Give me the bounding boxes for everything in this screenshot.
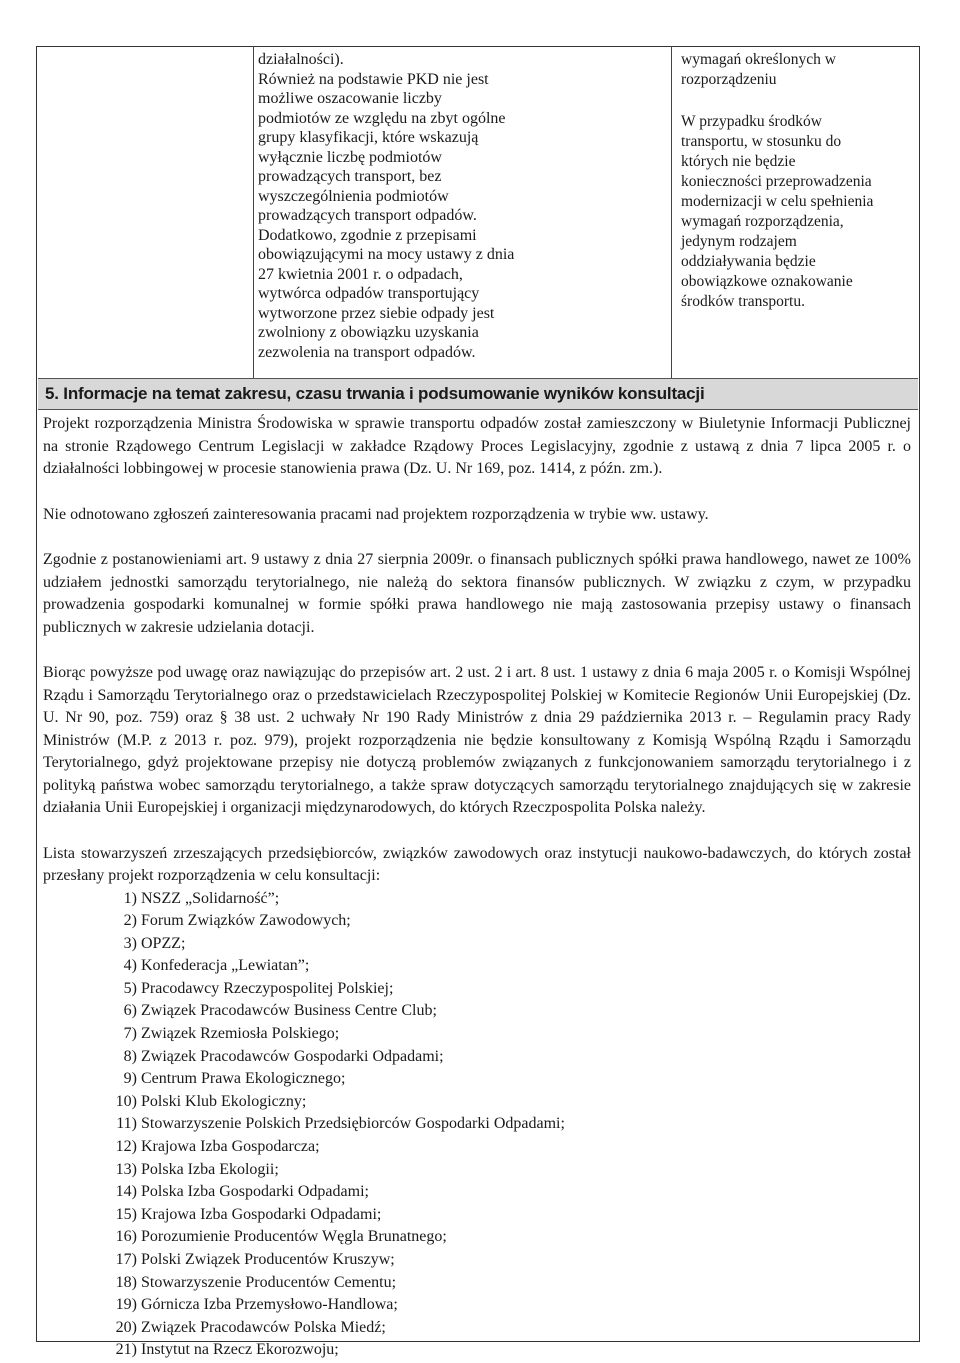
- cell-text-line: Również na podstawie PKD nie jest: [258, 70, 489, 88]
- cell-text-line: rozporządzeniu: [681, 71, 777, 88]
- cell-text-line: prowadzących transport odpadów.: [258, 207, 477, 224]
- list-item: [43, 910, 911, 933]
- cell-text-line: wyszczególnienia podmiotów: [258, 187, 449, 205]
- list-item: [43, 1249, 911, 1272]
- list-item-number: 18): [115, 1273, 137, 1291]
- list-item: [43, 1091, 911, 1114]
- list-item-number: 10): [115, 1092, 137, 1110]
- list-item-number: 4): [123, 957, 137, 975]
- list-item-number: 15): [115, 1205, 137, 1223]
- paragraph-public-finance: Zgodnie z postanowieniami art. 9 ustawy z dnia 27 sierpnia 2009r. o finansach publicznych spółki prawa handlowego, nawet ze 100% udziałem jednostki samorządu terytorialnego, nie należą do sektora finansów publicznych. W związku z czym, w przypadku prowadzenia gospodarki komunalnej w formie spółki prawa handlowego nie mają zastosowania przepisy ustawy o finansach publicznych w zakresie udzielania dotacji.: [43, 551, 911, 636]
- list-item: [43, 1204, 911, 1227]
- list-item: [43, 1226, 911, 1249]
- cell-text-line: konieczności przeprowadzenia: [681, 173, 872, 190]
- cell-text-line: grupy klasyfikacji, które wskazują: [258, 129, 479, 146]
- cell-text-line: jedynym rodzajem: [681, 233, 797, 250]
- list-item-number: 16): [115, 1228, 137, 1246]
- list-item: [43, 1159, 911, 1182]
- list-item-text: Krajowa Izba Gospodarki Odpadami;: [141, 1205, 382, 1223]
- list-item-number: 6): [123, 1002, 137, 1020]
- list-item: [43, 955, 911, 978]
- list-item-text: Pracodawcy Rzeczypospolitej Polskiej;: [141, 979, 394, 997]
- list-item-text: Polska Izba Ekologii;: [141, 1160, 279, 1178]
- paragraph-list-intro: Lista stowarzyszeń zrzeszających przedsiębiorców, związków zawodowych oraz instytucji naukowo-badawczych, do których został przesłany projekt rozporządzenia w celu konsultacji:: [43, 844, 911, 884]
- cell-text-line: W przypadku środków: [681, 113, 822, 130]
- list-item-text: Porozumienie Producentów Węgla Brunatnego;: [141, 1228, 447, 1246]
- cell-text-line: transportu, w stosunku do: [681, 133, 842, 150]
- list-item: [43, 1317, 911, 1340]
- table-divider-left: [253, 46, 254, 379]
- list-item-text: Krajowa Izba Gospodarcza;: [141, 1138, 320, 1156]
- list-item-text: Polska Izba Gospodarki Odpadami;: [141, 1183, 369, 1201]
- list-item-text: OPZZ;: [141, 934, 186, 952]
- list-item: [43, 1136, 911, 1159]
- list-item-number: 20): [115, 1318, 137, 1336]
- list-item: [43, 1068, 911, 1091]
- right-cell-block-1: [681, 50, 916, 90]
- organization-list: [43, 888, 911, 1362]
- list-item: [43, 1023, 911, 1046]
- list-item-number: 14): [115, 1183, 137, 1201]
- list-item: [43, 1046, 911, 1069]
- list-item: [43, 888, 911, 911]
- list-item-text: NSZZ „Solidarność”;: [141, 889, 280, 907]
- cell-text-line: podmiotów ze względu na zbyt ogólne: [258, 109, 506, 127]
- cell-text-line: oddziaływania będzie: [681, 253, 816, 270]
- section-heading: 5. Informacje na temat zakresu, czasu trwania i podsumowanie wyników konsultacji: [38, 378, 918, 410]
- list-item: [43, 1113, 911, 1136]
- list-item-text: Instytut na Rzecz Ekorozwoju;: [141, 1341, 339, 1359]
- list-item: [43, 1294, 911, 1317]
- list-item-text: Związek Pracodawców Business Centre Club;: [141, 1002, 437, 1020]
- list-item-text: Forum Związków Zawodowych;: [141, 912, 351, 930]
- list-item-number: 17): [115, 1251, 137, 1268]
- list-item: [43, 1339, 911, 1362]
- cell-text-line: wytwórca odpadów transportujący: [258, 285, 480, 302]
- list-item-number: 11): [116, 1115, 137, 1133]
- list-item-text: Związek Rzemiosła Polskiego;: [141, 1025, 340, 1043]
- table-divider-right: [671, 46, 672, 379]
- list-item-number: 2): [123, 912, 137, 930]
- list-item-text: Związek Pracodawców Polska Miedź;: [141, 1318, 386, 1336]
- cell-text-line: wymagań rozporządzenia,: [681, 213, 844, 230]
- list-item-number: 12): [115, 1138, 137, 1156]
- list-item: [43, 1272, 911, 1295]
- list-item-text: Związek Pracodawców Gospodarki Odpadami;: [141, 1047, 444, 1065]
- list-item: [43, 978, 911, 1001]
- cell-text-line: zwolniony z obowiązku uzyskania: [258, 324, 479, 341]
- list-item: [43, 1181, 911, 1204]
- cell-text-line: modernizacji w celu spełnienia: [681, 193, 874, 210]
- list-item-text: Centrum Prawa Ekologicznego;: [141, 1070, 346, 1088]
- list-item-number: 7): [123, 1025, 137, 1043]
- cell-text-line: 27 kwietnia 2001 r. o odpadach,: [258, 265, 463, 283]
- cell-text-line: wytworzone przez siebie odpady jest: [258, 304, 495, 322]
- list-item-text: Polski Związek Producentów Kruszyw;: [141, 1251, 395, 1268]
- list-item-number: 3): [123, 934, 137, 952]
- table-cell-middle: [258, 50, 558, 362]
- list-item-text: Konfederacja „Lewiatan”;: [141, 957, 310, 975]
- cell-text-line: obowiązkowe oznakowanie: [681, 273, 853, 290]
- cell-text-line: wymagań określonych w: [681, 51, 836, 68]
- list-item: [43, 1000, 911, 1023]
- list-item-number: 13): [115, 1160, 137, 1178]
- list-item-number: 5): [123, 979, 137, 997]
- list-item-number: 9): [123, 1070, 137, 1088]
- list-item-text: Stowarzyszenie Producentów Cementu;: [141, 1273, 397, 1291]
- cell-text-line: prowadzących transport, bez: [258, 168, 442, 185]
- table-cell-right: [681, 50, 916, 312]
- cell-text-line: wyłącznie liczbę podmiotów: [258, 148, 442, 166]
- paragraph-publication: Projekt rozporządzenia Ministra Środowiska w sprawie transportu odpadów został zamieszczony w Biuletynie Informacji Publicznej na stronie Rządowego Centrum Legislacji w zakładce Rządowy Proces Legislacyjny, zgodnie z ustawą z dnia 7 lipca 2005 r. o działalności lobbingowej w procesie stanowienia prawa (Dz. U. Nr 169, poz. 1414, z późn. zm.).: [43, 415, 911, 477]
- list-item-text: Górnicza Izba Przemysłowo-Handlowa;: [141, 1296, 398, 1314]
- section-body: [43, 413, 911, 1362]
- cell-text-line: których nie będzie: [681, 153, 796, 170]
- list-item-number: 8): [123, 1047, 137, 1065]
- cell-text-line: możliwe oszacowanie liczby: [258, 90, 442, 107]
- list-item: [43, 933, 911, 956]
- paragraph-no-lobbying: Nie odnotowano zgłoszeń zainteresowania pracami nad projektem rozporządzenia w trybie ww. ustawy.: [43, 505, 709, 523]
- cell-text-line: działalności).: [258, 51, 344, 68]
- list-item-number: 21): [115, 1341, 137, 1359]
- list-item-text: Polski Klub Ekologiczny;: [141, 1092, 307, 1110]
- cell-text-line: środków transportu.: [681, 293, 805, 310]
- paragraph-joint-commission: Biorąc powyższe pod uwagę oraz nawiązując do przepisów art. 2 ust. 2 i art. 8 ust. 1 ustawy z dnia 6 maja 2005 r. o Komisji Wspólnej Rządu i Samorządu Terytorialnego oraz o przedstawicielach Rzeczypospolitej Polskiej w Komitecie Regionów Unii Europejskiej (Dz. U. Nr 90, poz. 759) oraz § 38 ust. 2 uchwały Nr 190 Rady Ministrów z dnia 29 października 2013 r. – Regulamin pracy Rady Ministrów (M.P. z 2013 r. poz. 979), projekt rozporządzenia nie będzie konsultowany z Komisją Wspólną Rządu i Samorządu Terytorialnego, gdyż projektowane przepisy nie dotyczą problemów związanych z funkcjonowaniem samorządu terytorialnego i z polityką państwa wobec samorządu terytorialnego, a także spraw dotyczących samorządu terytorialnego znajdujących się w zakresie działania Unii Europejskiej i organizacji międzynarodowych, do których Rzeczpospolita Polska należy.: [43, 664, 911, 816]
- list-item-number: 1): [123, 889, 137, 907]
- right-cell-block-2: [681, 112, 916, 312]
- cell-text-line: obowiązującymi na mocy ustawy z dnia: [258, 246, 515, 263]
- cell-text-line: zezwolenia na transport odpadów.: [258, 343, 476, 361]
- cell-text-line: Dodatkowo, zgodnie z przepisami: [258, 226, 477, 244]
- list-item-text: Stowarzyszenie Polskich Przedsiębiorców Gospodarki Odpadami;: [141, 1115, 565, 1133]
- list-item-number: 19): [115, 1296, 137, 1314]
